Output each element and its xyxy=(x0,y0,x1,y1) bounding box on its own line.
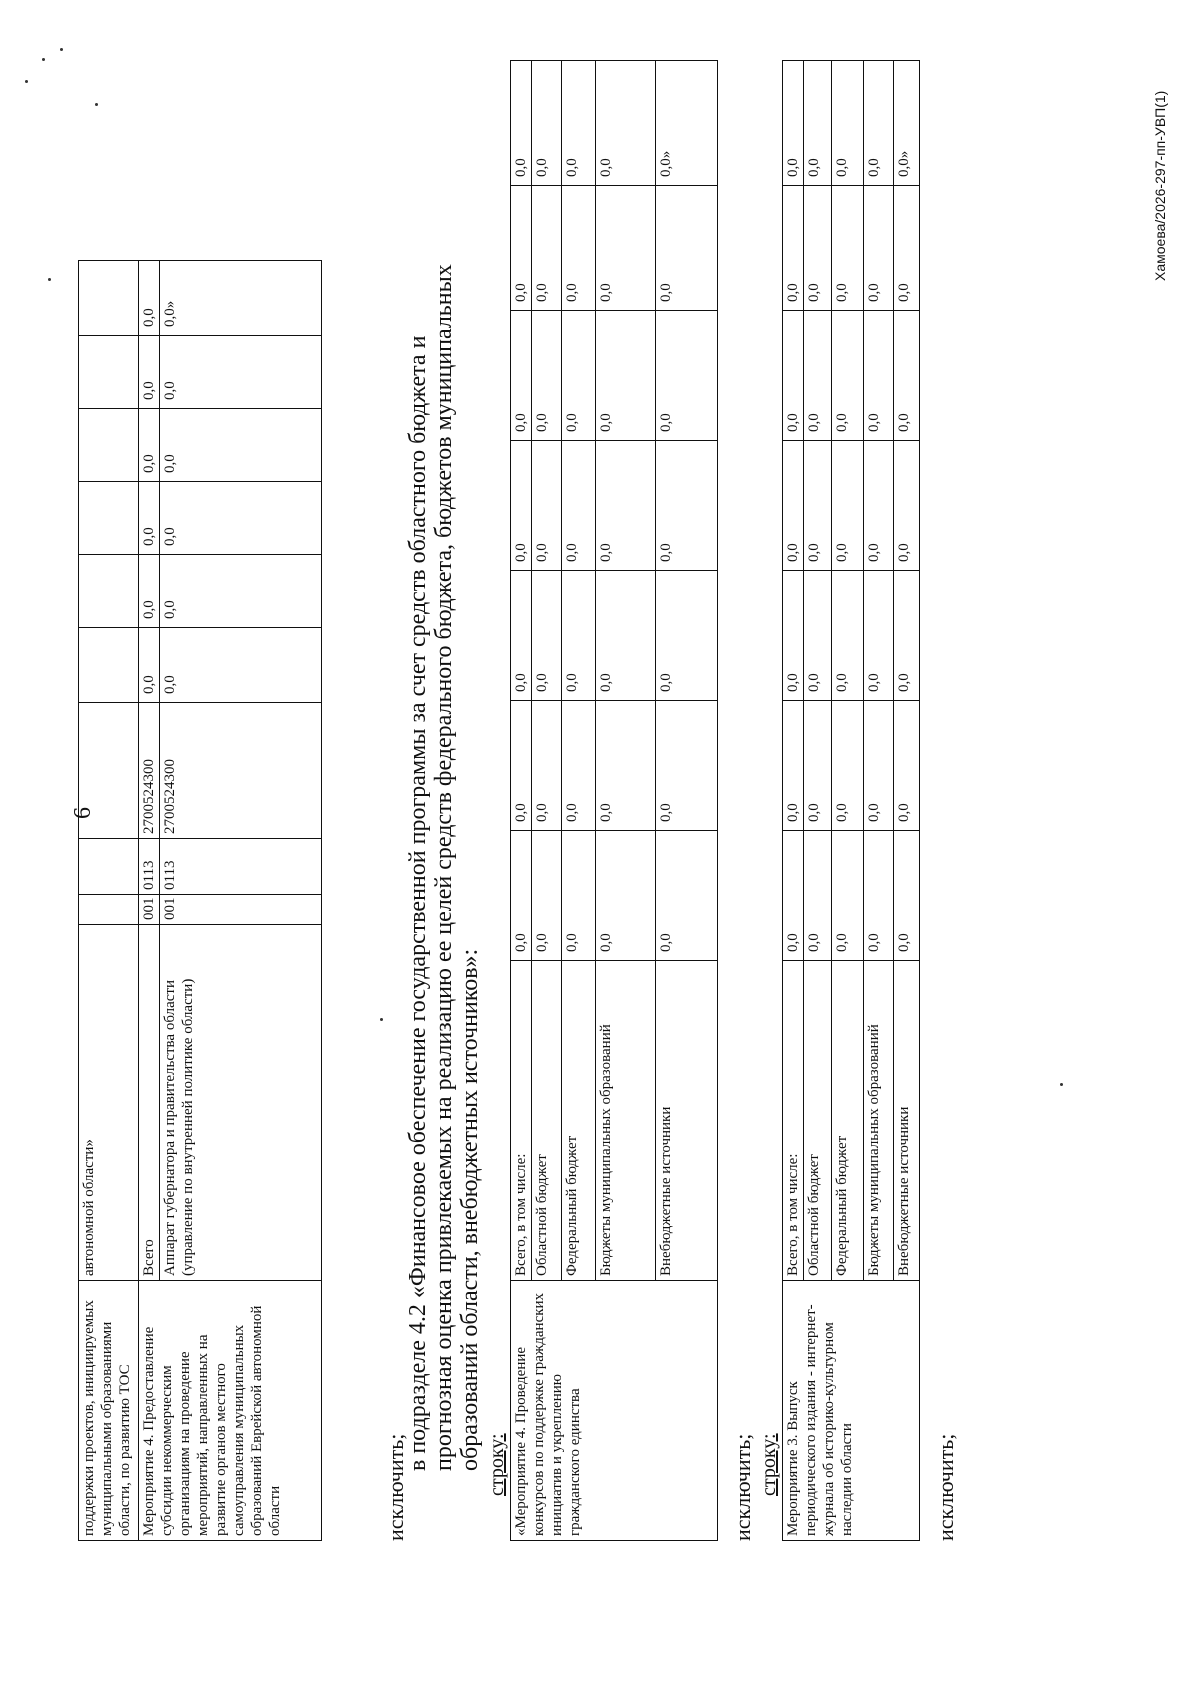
document-stamp: Хамоева/2026-297-пп-УВП(1) xyxy=(1152,90,1168,281)
exclude-text: исключить; xyxy=(383,1433,408,1541)
table-cell: 0,0 xyxy=(160,628,322,703)
table-cell: 2700524300 xyxy=(160,703,322,839)
table-cell: 0,0 xyxy=(596,571,656,701)
table-cell: 0,0 xyxy=(832,441,864,571)
table-cell: Внебюджетные источники xyxy=(656,961,718,1281)
table-cell: 0,0 xyxy=(511,831,532,961)
table-cell: 0,0 xyxy=(894,571,920,701)
table-cell: 0,0 xyxy=(894,441,920,571)
measure-name: Мероприятие 3. Выпуск периодического издания - интернет-журнала об историко-культурном наследии области xyxy=(783,1281,920,1541)
table-cell: 0,0 xyxy=(804,701,832,831)
table-row xyxy=(139,261,160,1541)
scan-speck xyxy=(60,48,63,51)
table-cell: 0,0 xyxy=(864,186,894,311)
table-cell: 0,0 xyxy=(804,831,832,961)
table-cell: 0,0 xyxy=(511,441,532,571)
table-cell: 0,0 xyxy=(894,831,920,961)
table-cell: 0,0 xyxy=(656,701,718,831)
scan-speck xyxy=(1060,1083,1063,1086)
table-cell: 0,0 xyxy=(864,701,894,831)
table-cell: 0,0 xyxy=(596,831,656,961)
table-cell: 0,0 xyxy=(783,61,804,186)
table-cell: 0,0 xyxy=(139,409,160,482)
page-number: 6 xyxy=(70,807,96,819)
table-cell: 0,0 xyxy=(783,186,804,311)
table-cell: 0,0 xyxy=(804,61,832,186)
scan-speck xyxy=(380,1018,383,1021)
table-cell: 0,0 xyxy=(804,311,832,441)
table-cell: 0,0 xyxy=(562,701,596,831)
table-cell: 0,0 xyxy=(783,441,804,571)
table-cell: Федеральный бюджет xyxy=(832,961,864,1281)
line-label: строку: xyxy=(486,1433,508,1496)
paragraph-line: в подразделе 4.2 «Финансовое обеспечение государственной программы за счет средств областного бюджета и xyxy=(405,335,431,1471)
table-cell: 001 xyxy=(160,895,322,925)
table-cell: 0,0 xyxy=(511,61,532,186)
table-cell: 001 xyxy=(139,895,160,925)
table-cell: 0,0 xyxy=(532,441,562,571)
table-measure-4-contests xyxy=(510,60,718,1541)
table-cell: 0,0 xyxy=(894,186,920,311)
table-cell: 0,0» xyxy=(656,61,718,186)
table-cell: Всего, в том числе: xyxy=(511,961,532,1281)
table-cell: 0,0 xyxy=(139,482,160,555)
scan-speck xyxy=(42,58,45,61)
table-cell: 0,0 xyxy=(532,831,562,961)
table-cell: 0,0 xyxy=(511,701,532,831)
table-cell: 0,0 xyxy=(562,441,596,571)
table-cell: поддержки проектов, инициируемых муниципальными образованиями области, по развитию ТОС xyxy=(79,1281,139,1541)
scan-speck xyxy=(48,278,51,281)
table-row xyxy=(79,261,139,1541)
table-cell: 0,0» xyxy=(160,261,322,336)
table-cell: 0,0 xyxy=(532,186,562,311)
table-cell: Всего, в том числе: xyxy=(783,961,804,1281)
table-cell: Внебюджетные источники xyxy=(894,961,920,1281)
table-cell: 0,0 xyxy=(562,61,596,186)
table-cell: 0,0 xyxy=(864,61,894,186)
table-cell: Областной бюджет xyxy=(532,961,562,1281)
table-measure-4-subsidy xyxy=(78,260,322,1541)
table-cell: 0,0 xyxy=(160,336,322,409)
table-cell: 0,0 xyxy=(656,571,718,701)
table-cell: 0,0 xyxy=(511,311,532,441)
table-cell: 0,0 xyxy=(160,409,322,482)
table-cell: 0,0 xyxy=(532,571,562,701)
table-cell: автономной области» xyxy=(79,925,139,1281)
table-cell: 0,0 xyxy=(656,186,718,311)
table-cell: 0,0 xyxy=(656,311,718,441)
table-cell: 0,0 xyxy=(656,441,718,571)
table-cell: 0,0 xyxy=(596,701,656,831)
table-cell: 0,0 xyxy=(596,311,656,441)
table-measure-3-journal xyxy=(782,60,920,1541)
table-cell: 0,0 xyxy=(894,311,920,441)
table-cell: 0,0 xyxy=(562,571,596,701)
table-cell: 0,0 xyxy=(596,61,656,186)
table-cell: Бюджеты муниципальных образований xyxy=(596,961,656,1281)
table-cell: 0,0 xyxy=(832,571,864,701)
table-cell: 0,0 xyxy=(804,571,832,701)
table-cell: Федеральный бюджет xyxy=(562,961,596,1281)
table-cell: 0,0 xyxy=(864,441,894,571)
table-cell: 0,0 xyxy=(139,555,160,628)
table-cell: 0,0 xyxy=(864,571,894,701)
table-cell: 0113 xyxy=(160,839,322,895)
table-cell: 0,0 xyxy=(139,261,160,336)
table-cell: 0,0» xyxy=(894,61,920,186)
table-cell: 0,0 xyxy=(562,311,596,441)
paragraph-line: прогнозная оценка привлекаемых на реализацию ее целей средств федерального бюджета, бюджетов муниципальных xyxy=(431,264,457,1471)
table-row xyxy=(783,61,804,1541)
measure-name: «Мероприятие 4. Проведение конкурсов по поддержке гражданских инициатив и укреплению гражданского единства xyxy=(511,1281,718,1541)
table-cell: 0113 xyxy=(139,839,160,895)
table-cell: 0,0 xyxy=(139,336,160,409)
paragraph-line: образований области, внебюджетных источников»: xyxy=(457,948,483,1471)
scan-speck xyxy=(25,80,28,83)
table-cell: 0,0 xyxy=(783,701,804,831)
table-cell: Аппарат губернатора и правительства области (управление по внутренней политике области) xyxy=(160,925,322,1281)
table-cell: 0,0 xyxy=(832,701,864,831)
table-cell: 2700524300 xyxy=(139,703,160,839)
table-cell: 0,0 xyxy=(562,831,596,961)
exclude-text: исключить; xyxy=(933,1433,958,1541)
table-cell: 0,0 xyxy=(804,186,832,311)
table-cell: 0,0 xyxy=(562,186,596,311)
table-cell: 0,0 xyxy=(532,701,562,831)
measure-name: Мероприятие 4. Предоставление субсидии некоммерческим организациям на проведение мероприятий, направленных на развитие органов местного самоуправления муниципальных образований Еврейской автономной области xyxy=(139,1281,322,1541)
table-row xyxy=(511,61,532,1541)
table-cell: 0,0 xyxy=(532,61,562,186)
table-cell: 0,0 xyxy=(783,571,804,701)
table-cell: Бюджеты муниципальных образований xyxy=(864,961,894,1281)
table-cell: 0,0 xyxy=(139,628,160,703)
table-cell: 0,0 xyxy=(656,831,718,961)
line-label: строку: xyxy=(758,1433,780,1496)
table-cell: Областной бюджет xyxy=(804,961,832,1281)
table-cell: 0,0 xyxy=(160,555,322,628)
table-cell: 0,0 xyxy=(832,831,864,961)
table-cell: 0,0 xyxy=(511,571,532,701)
table-cell: 0,0 xyxy=(894,701,920,831)
table-cell: 0,0 xyxy=(864,831,894,961)
table-cell: 0,0 xyxy=(832,311,864,441)
exclude-text: исключить; xyxy=(730,1433,755,1541)
scan-speck xyxy=(95,103,98,106)
table-cell: Всего xyxy=(139,925,160,1281)
table-cell: 0,0 xyxy=(832,61,864,186)
table-cell: 0,0 xyxy=(596,186,656,311)
table-cell: 0,0 xyxy=(532,311,562,441)
table-cell: 0,0 xyxy=(596,441,656,571)
table-cell: 0,0 xyxy=(832,186,864,311)
table-cell: 0,0 xyxy=(160,482,322,555)
table-cell: 0,0 xyxy=(783,831,804,961)
table-cell: 0,0 xyxy=(511,186,532,311)
table-cell: 0,0 xyxy=(864,311,894,441)
section-4-2-paragraph xyxy=(405,51,483,1471)
table-cell: 0,0 xyxy=(804,441,832,571)
table-cell: 0,0 xyxy=(783,311,804,441)
